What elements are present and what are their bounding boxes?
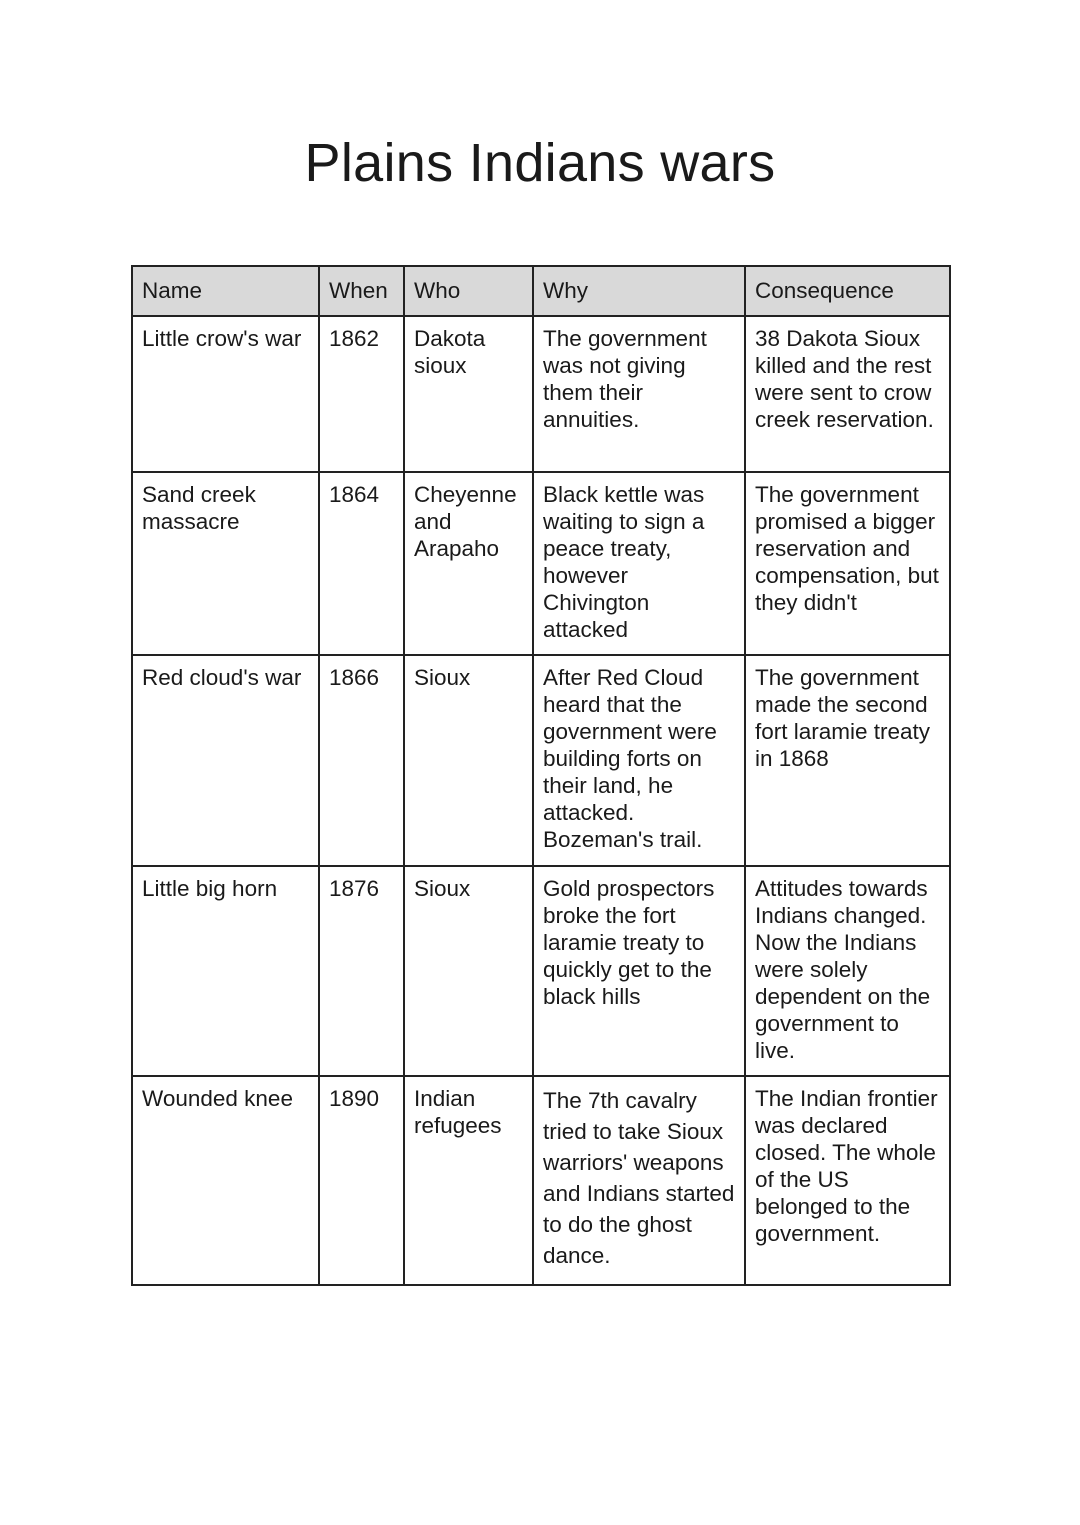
cell-name: Wounded knee	[132, 1076, 319, 1285]
cell-why: The 7th cavalry tried to take Sioux warriors' weapons and Indians started to do the ghost dance.	[533, 1076, 745, 1285]
cell-consequence: The government promised a bigger reservation and compensation, but they didn't	[745, 472, 950, 655]
cell-when: 1890	[319, 1076, 404, 1285]
cell-when: 1864	[319, 472, 404, 655]
cell-who: Sioux	[404, 866, 533, 1076]
cell-consequence: Attitudes towards Indians changed. Now the Indians were solely dependent on the government to live.	[745, 866, 950, 1076]
cell-consequence: 38 Dakota Sioux killed and the rest were sent to crow creek reservation.	[745, 316, 950, 472]
cell-name: Sand creek massacre	[132, 472, 319, 655]
cell-when: 1866	[319, 655, 404, 866]
cell-consequence: The Indian frontier was declared closed. The whole of the US belonged to the government.	[745, 1076, 950, 1285]
cell-name: Little crow's war	[132, 316, 319, 472]
cell-why: After Red Cloud heard that the government were building forts on their land, he attacked. Bozeman's trail.	[533, 655, 745, 866]
cell-who: Indian refugees	[404, 1076, 533, 1285]
cell-name: Red cloud's war	[132, 655, 319, 866]
cell-why: Black kettle was waiting to sign a peace treaty, however Chivington attacked	[533, 472, 745, 655]
column-header-why: Why	[533, 266, 745, 316]
wars-table	[131, 265, 951, 1286]
cell-name: Little big horn	[132, 866, 319, 1076]
cell-when: 1862	[319, 316, 404, 472]
cell-who: Cheyenne and Arapaho	[404, 472, 533, 655]
table-row	[132, 472, 950, 655]
column-header-who: Who	[404, 266, 533, 316]
column-header-name: Name	[132, 266, 319, 316]
cell-who: Dakota sioux	[404, 316, 533, 472]
page-title: Plains Indians wars	[304, 133, 776, 193]
table-row	[132, 655, 950, 866]
cell-consequence: The government made the second fort laramie treaty in 1868	[745, 655, 950, 866]
table-row	[132, 316, 950, 472]
header-row	[132, 266, 950, 316]
column-header-when: When	[319, 266, 404, 316]
table-row	[132, 866, 950, 1076]
table-row	[132, 1076, 950, 1285]
column-header-consequence: Consequence	[745, 266, 950, 316]
cell-who: Sioux	[404, 655, 533, 866]
cell-why: Gold prospectors broke the fort laramie treaty to quickly get to the black hills	[533, 866, 745, 1076]
cell-why: The government was not giving them their annuities.	[533, 316, 745, 472]
cell-when: 1876	[319, 866, 404, 1076]
